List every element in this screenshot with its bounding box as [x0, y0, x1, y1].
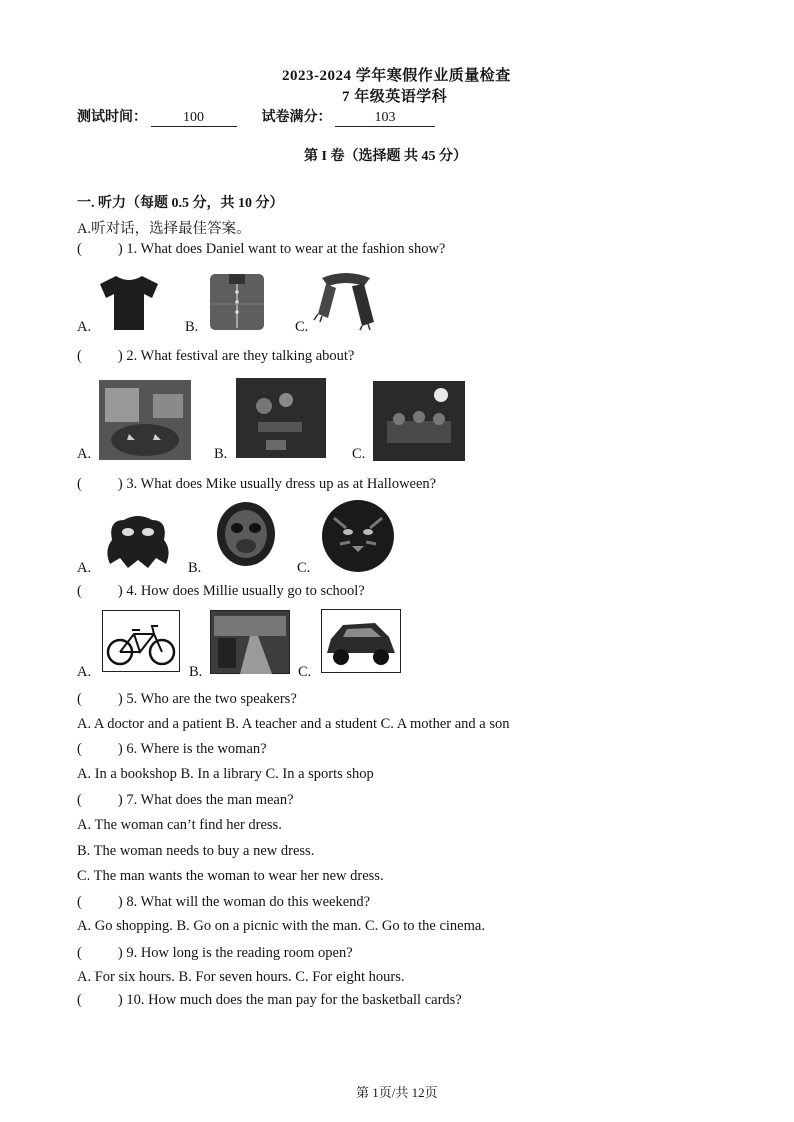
q1-option-a: A. [77, 319, 92, 335]
q9-options: A. For six hours. B. For seven hours. C. For eight hours. [77, 969, 405, 985]
question-9-text: 9. How long is the reading room open? [126, 945, 353, 961]
ghost-image [100, 510, 176, 574]
exam-title: 2023-2024 学年寒假作业质量检查 [282, 68, 511, 84]
question-9: ( ) 9. How long is the reading room open? [77, 945, 353, 961]
q3-option-c: C. [297, 560, 311, 576]
q7-option-a: A. The woman can’t find her dress. [77, 817, 282, 833]
question-5-text: 5. Who are the two speakers? [126, 691, 297, 707]
question-3-text: 3. What does Mike usually dress up as at Halloween? [126, 476, 437, 492]
question-8-text: 8. What will the woman do this weekend? [126, 894, 371, 910]
page-number: 第 1页/共 12页 [356, 1085, 438, 1100]
dragon-boat-image [236, 378, 326, 458]
question-3: ( ) 3. What does Mike usually dress up as at Halloween? [77, 476, 437, 492]
question-7: ( ) 7. What does the man mean? [77, 792, 294, 808]
question-4: ( ) 4. How does Millie usually go to school? [77, 583, 365, 599]
question-2-text: 2. What festival are they talking about? [126, 348, 355, 364]
q3-option-b: B. [188, 560, 202, 576]
q2-option-c: C. [352, 446, 366, 462]
question-8: ( ) 8. What will the woman do this weekend? [77, 894, 371, 910]
q7-option-b: B. The woman needs to buy a new dress. [77, 843, 315, 859]
car-image [321, 609, 401, 673]
section-title: 一. 听力（每题 0.5 分，共 10 分） [77, 196, 284, 211]
part-title: 第 I 卷（选择题 共 45 分） [304, 149, 467, 164]
walking-path-image [210, 610, 290, 674]
score-label: 试卷满分： [261, 110, 332, 125]
question-6-text: 6. Where is the woman? [126, 741, 267, 757]
bicycle-image [102, 610, 180, 672]
tshirt-image [96, 272, 162, 332]
question-7-text: 7. What does the man mean? [126, 792, 294, 808]
question-10-text: 10. How much does the man pay for the basketball cards? [126, 992, 462, 1008]
halloween-image [99, 380, 191, 460]
q2-option-a: A. [77, 446, 92, 462]
q6-options: A. In a bookshop B. In a library C. In a sports shop [77, 766, 374, 782]
mid-autumn-image [373, 381, 465, 461]
q4-option-c: C. [298, 664, 312, 680]
q1-option-b: B. [185, 319, 199, 335]
shirt-image [207, 270, 267, 332]
question-6: ( ) 6. Where is the woman? [77, 741, 267, 757]
q4-option-b: B. [189, 664, 203, 680]
exam-meta [77, 106, 435, 127]
q4-option-a: A. [77, 664, 92, 680]
question-5: ( ) 5. Who are the two speakers? [77, 691, 297, 707]
q1-option-c: C. [295, 319, 309, 335]
question-10: ( ) 10. How much does the man pay for the basketball cards? [77, 992, 462, 1008]
time-label: 测试时间： [77, 110, 147, 125]
q8-options: A. Go shopping. B. Go on a picnic with the man. C. Go to the cinema. [77, 918, 485, 934]
q2-option-b: B. [214, 446, 228, 462]
monkey-mask-image [215, 500, 277, 568]
q3-option-a: A. [77, 560, 92, 576]
question-2: ( ) 2. What festival are they talking about? [77, 348, 355, 364]
question-1: ( ) 1. What does Daniel want to wear at the fashion show? [77, 241, 446, 257]
question-4-text: 4. How does Millie usually go to school? [126, 583, 365, 599]
exam-subtitle: 7 年级英语学科 [342, 89, 448, 105]
scarf-image [312, 270, 380, 332]
section-instruction: A.听对话，选择最佳答案。 [77, 221, 251, 237]
q5-options: A. A doctor and a patient B. A teacher and a student C. A mother and a son [77, 716, 510, 732]
tiger-mask-image [320, 498, 396, 574]
time-value: 100 [151, 110, 237, 127]
question-1-text: 1. What does Daniel want to wear at the fashion show? [126, 241, 446, 257]
q7-option-c: C. The man wants the woman to wear her new dress. [77, 868, 384, 884]
score-value: 103 [335, 110, 435, 127]
